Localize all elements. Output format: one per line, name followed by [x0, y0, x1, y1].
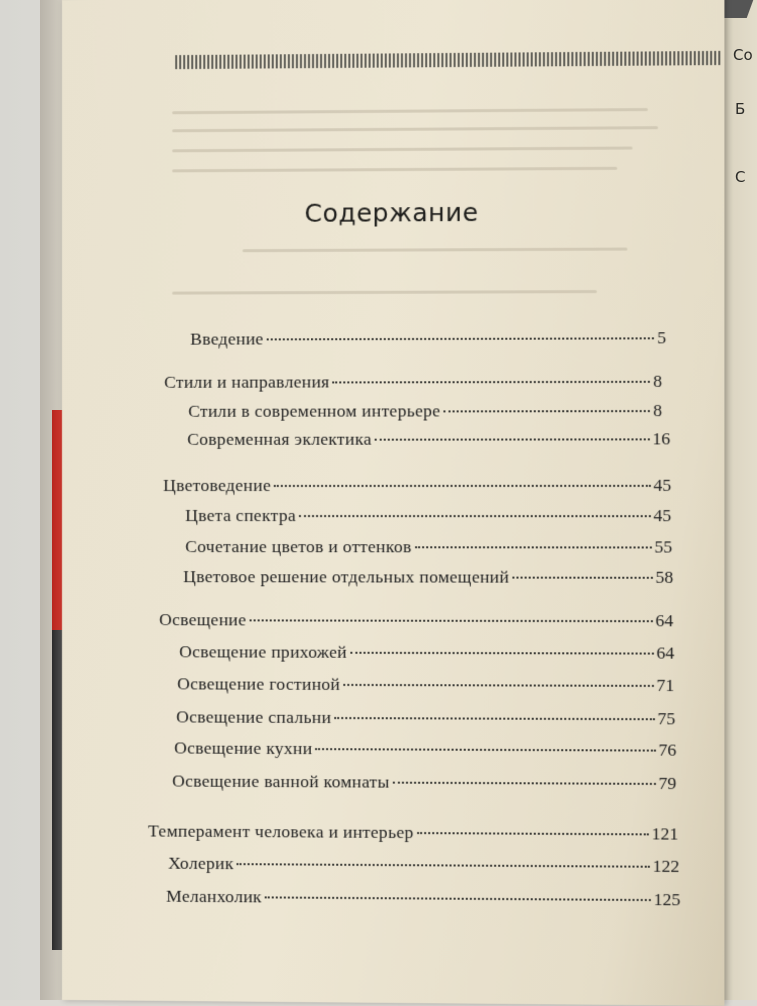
dot-leader [333, 381, 650, 384]
toc-entry-page: 45 [653, 505, 672, 526]
dot-leader [415, 546, 652, 548]
toc-entry [179, 641, 674, 663]
toc-entry-page: 71 [656, 674, 675, 696]
toc-entry [166, 886, 680, 911]
adjacent-page-text-2: Б [735, 100, 746, 118]
toc-entry-page: 58 [655, 566, 674, 587]
toc-entry [190, 327, 666, 349]
toc-entry [172, 771, 676, 795]
toc-entry-page: 125 [653, 888, 681, 910]
toc-entry-label: Освещение ванной комнаты [172, 770, 390, 792]
toc-entry-label: Стили в современном интерьере [188, 400, 441, 421]
dot-leader [343, 684, 653, 687]
adjacent-page-text-3: С [735, 168, 746, 186]
dot-leader [334, 717, 654, 720]
book-page [62, 0, 724, 1006]
dot-leader [417, 832, 649, 835]
dot-leader [444, 410, 650, 412]
page-title: Содержание [304, 197, 479, 228]
toc-entry-page: 16 [652, 428, 671, 449]
toc-entry [177, 673, 674, 696]
dot-leader [393, 782, 656, 785]
dot-leader [265, 896, 651, 901]
toc-entry-page: 79 [658, 772, 677, 794]
toc-entry-label: Освещение спальни [176, 706, 332, 728]
toc-entry-label: Стили и направления [164, 371, 330, 392]
toc-entry-page: 5 [657, 327, 667, 348]
toc-entry [168, 853, 679, 877]
toc-entry-page: 64 [656, 642, 675, 663]
toc-entry-page: 76 [658, 739, 677, 760]
toc-entry [148, 820, 678, 844]
toc-entry [159, 609, 673, 631]
dot-leader [375, 438, 650, 440]
toc-entry [187, 428, 670, 450]
dot-leader [267, 337, 655, 340]
toc-entry-label: Освещение [159, 609, 247, 630]
adjacent-page-text-1: Со [733, 46, 753, 64]
toc-entry-label: Введение [190, 328, 264, 349]
toc-entry-page: 64 [655, 610, 674, 631]
toc-entry-label: Цветоведение [163, 474, 271, 495]
toc-entry-page: 45 [653, 474, 672, 495]
toc-entry-label: Освещение прихожей [179, 641, 348, 662]
toc-entry [183, 566, 673, 588]
toc-entry [185, 536, 672, 558]
toc-entry-label: Темперамент человека и интерьер [148, 820, 414, 843]
toc-entry-label: Освещение кухни [174, 737, 313, 759]
toc-entry-page: 121 [651, 823, 679, 844]
dot-leader [249, 619, 652, 622]
toc-entry-page: 8 [653, 370, 663, 391]
toc-entry-label: Освещение гостиной [177, 673, 341, 694]
dot-leader [274, 485, 650, 487]
toc-entry-page: 75 [657, 708, 676, 729]
toc-entry-label: Цвета спектра [185, 505, 296, 526]
toc-entry-label: Сочетание цветов и оттенков [185, 536, 412, 557]
toc-entry [164, 371, 662, 393]
toc-entry [188, 400, 662, 422]
dot-leader [315, 748, 655, 751]
toc-entry [174, 737, 676, 760]
dot-leader [237, 863, 650, 868]
toc-entry-label: Цветовое решение отдельных помещений [183, 566, 510, 587]
dot-leader [350, 652, 653, 655]
toc-entry [176, 706, 675, 729]
table-of-contents [62, 0, 724, 1006]
toc-entry-label: Меланхолик [166, 885, 262, 907]
toc-entry-page: 8 [653, 399, 663, 421]
toc-entry-page: 55 [654, 536, 673, 557]
toc-entry-label: Холерик [168, 852, 234, 874]
toc-entry-page: 122 [652, 855, 680, 877]
toc-entry-label: Современная эклектика [187, 428, 372, 449]
toc-entry [185, 505, 671, 526]
dot-leader [512, 577, 652, 579]
dot-leader [299, 515, 650, 517]
toc-entry [163, 475, 671, 496]
